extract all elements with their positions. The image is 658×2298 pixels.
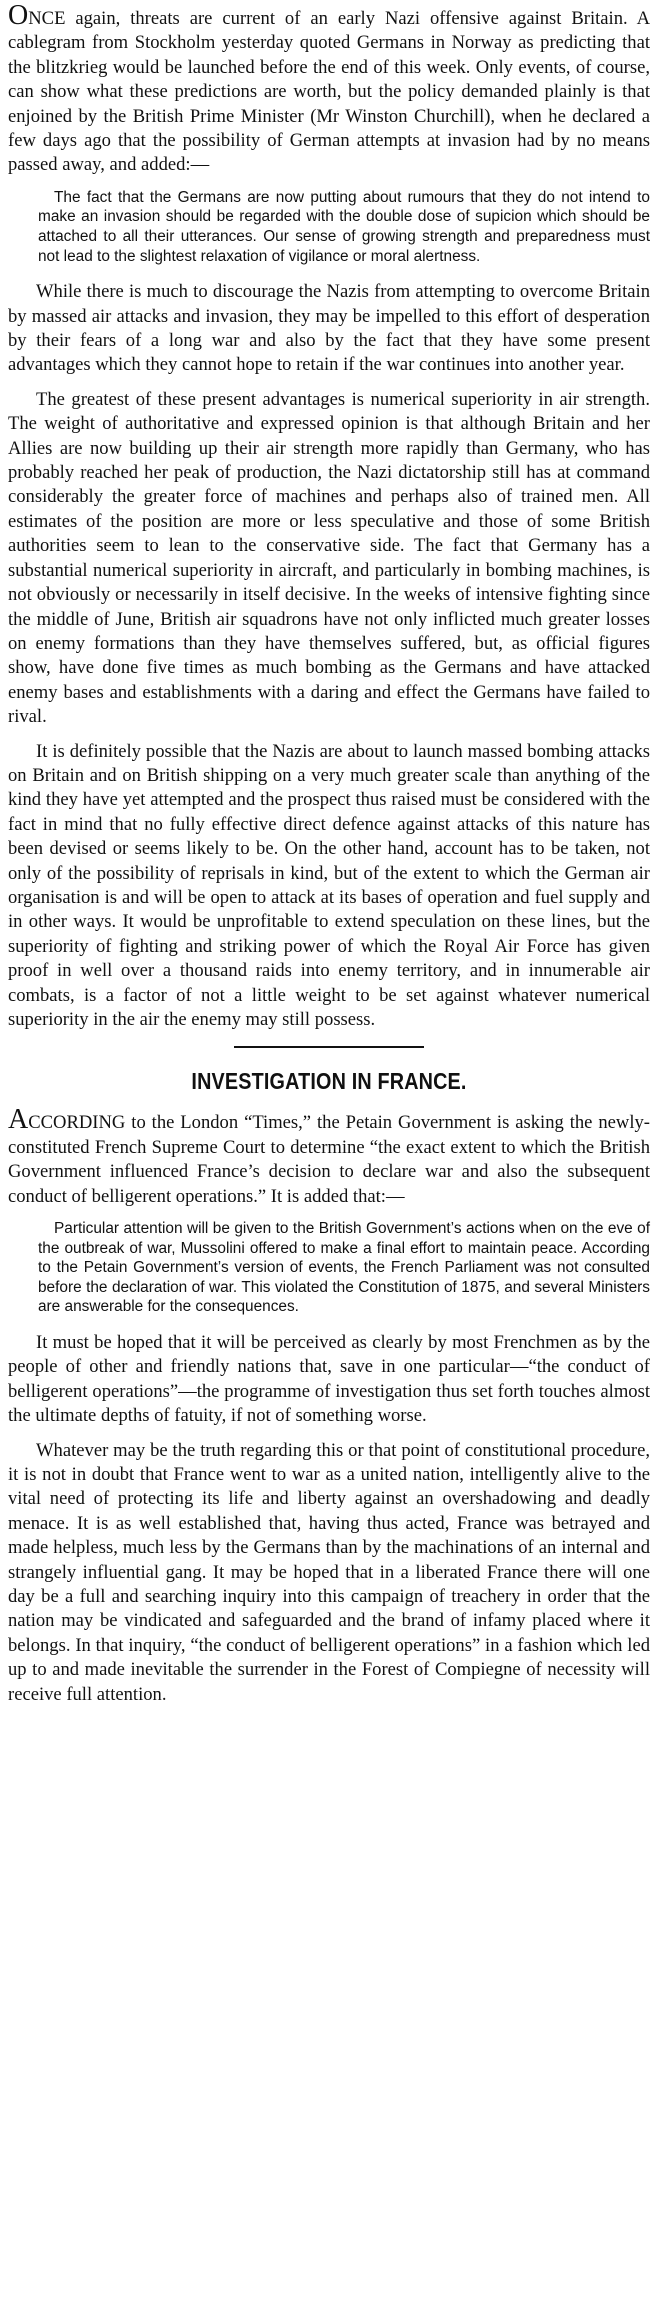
- article-paragraph: While there is much to discourage the Nazis from attempting to overcome Britain by massed air attacks and invasion, they may be impelled to this effort of desperation by their fears of a long war and also by the fact that they have some present advantages which they cannot hope to retain if the war continues into another year.: [8, 281, 650, 376]
- lead-paragraph-text: CCORDING to the London “Times,” the Petain Government is asking the newly-constituted French Supreme Court to determine “the exact extent to which the British Government influenced France’s decision to declare war and also the subsequent conduct of belligerent operations.” It is added that:—: [8, 1112, 650, 1207]
- drop-cap: O: [8, 0, 29, 31]
- article-investigation-france: [8, 1066, 650, 1707]
- churchill-quote: The fact that the Germans are now putting about rumours that they do not intend to make an invasion should be regarded with the double dose of supicion which should be attached to all their utterances. Our sense of growing strength and preparedness must not lead to the slightest relaxation of vigilance or moral alertness.: [38, 188, 650, 265]
- times-quote: Particular attention will be given to the British Government’s actions when on the eve of the outbreak of war, Mussolini offered to make a final effort to maintain peace. According to the Petain Government’s version of events, the French Parliament was not consulted before the declaration of war. This violated the Constitution of 1875, and several Ministers are answerable for the consequences.: [38, 1220, 650, 1316]
- article-lead-paragraph: [8, 1104, 650, 1209]
- article-paragraph: It must be hoped that it will be perceived as clearly by most Frenchmen as by the people of other and friendly nations that, save in one particular—“the conduct of belligerent operations”—the programme of investigation thus set forth touches almost the ultimate depths of fatuity, if not of something worse.: [8, 1332, 650, 1427]
- article-lead-paragraph: [8, 0, 650, 178]
- article-headline: INVESTIGATION IN FRANCE.: [191, 1068, 467, 1095]
- lead-paragraph-text: NCE again, threats are current of an early Nazi offensive against Britain. A cablegram from Stockholm yesterday quoted Germans in Norway as predicting that the blitzkrieg would be launched before the end of this week. Only events, of course, can show what these predictions are worth, but the policy demanded plainly is that enjoined by the British Prime Minister (Mr Winston Churchill), when he declared a few days ago that the possibility of German attempts at invasion had by no means passed away, and added:—: [8, 8, 650, 176]
- article-paragraph: The greatest of these present advantages is numerical superiority in air strength. The weight of authoritative and expressed opinion is that although Britain and her Allies are now building up their air strength more rapidly than Germany, who has probably reached her peak of production, the Nazi dictatorship still has at command considerably the greater force of machines and perhaps also of trained men. All estimates of the position are more or less speculative and those of some British authorities seem to lean to the conservative side. The fact that Germany has a substantial numerical superiority in aircraft, and particularly in bombing machines, is not obviously or necessarily in itself decisive. In the weeks of intensive fighting since the middle of June, British air squadrons have not only inflicted much greater losses on enemy formations than they have themselves suffered, but, as official figures show, have done five times as much bombing as the Germans and have attacked enemy bases and establishments with a daring and effect the Germans have failed to rival.: [8, 388, 650, 728]
- drop-cap: A: [8, 1104, 29, 1136]
- article-paragraph: It is definitely possible that the Nazis are about to launch massed bombing attacks on Britain and on British shipping on a very much greater scale than anything of the kind they have yet attempted and the prospect thus raised must be considered with the fact in mind that no fully effective direct defence against attacks of this nature has been devised or seems likely to be. On the other hand, account has to be taken, not only of the possibility of reprisals in kind, but of the extent to which the German air organisation is and will be open to attack at its bases of operation and fuel supply and in other ways. It would be unprofitable to extend speculation on these lines, but the superiority of fighting and striking power of which the Royal Air Force has given proof in well over a thousand raids into enemy territory, and in innumerable air combats, is a factor of not a little weight to be set against whatever numerical superiority in the air the enemy may still possess.: [8, 740, 650, 1030]
- section-divider: [234, 1046, 424, 1048]
- article-paragraph: Whatever may be the truth regarding this or that point of constitutional procedure, it is not in doubt that France went to war as a united nation, intelligently alive to the vital need of protecting its life and liberty against an overshadowing and deadly menace. It is as well established that, having thus acted, France was betrayed and made helpless, much less by the Germans than by the machinations of an internal and strangely influential gang. It may be hoped that in a liberated France there will one day be a full and searching inquiry into this campaign of treachery in order that the nation may be vindicated and safeguarded and the brand of infamy placed where it belongs. In that inquiry, “the conduct of belligerent operations” in a fashion which led up to and made inevitable the surrender in the Forest of Compiegne of necessity will receive full attention.: [8, 1439, 650, 1705]
- article-nazi-offensive: [8, 0, 650, 1032]
